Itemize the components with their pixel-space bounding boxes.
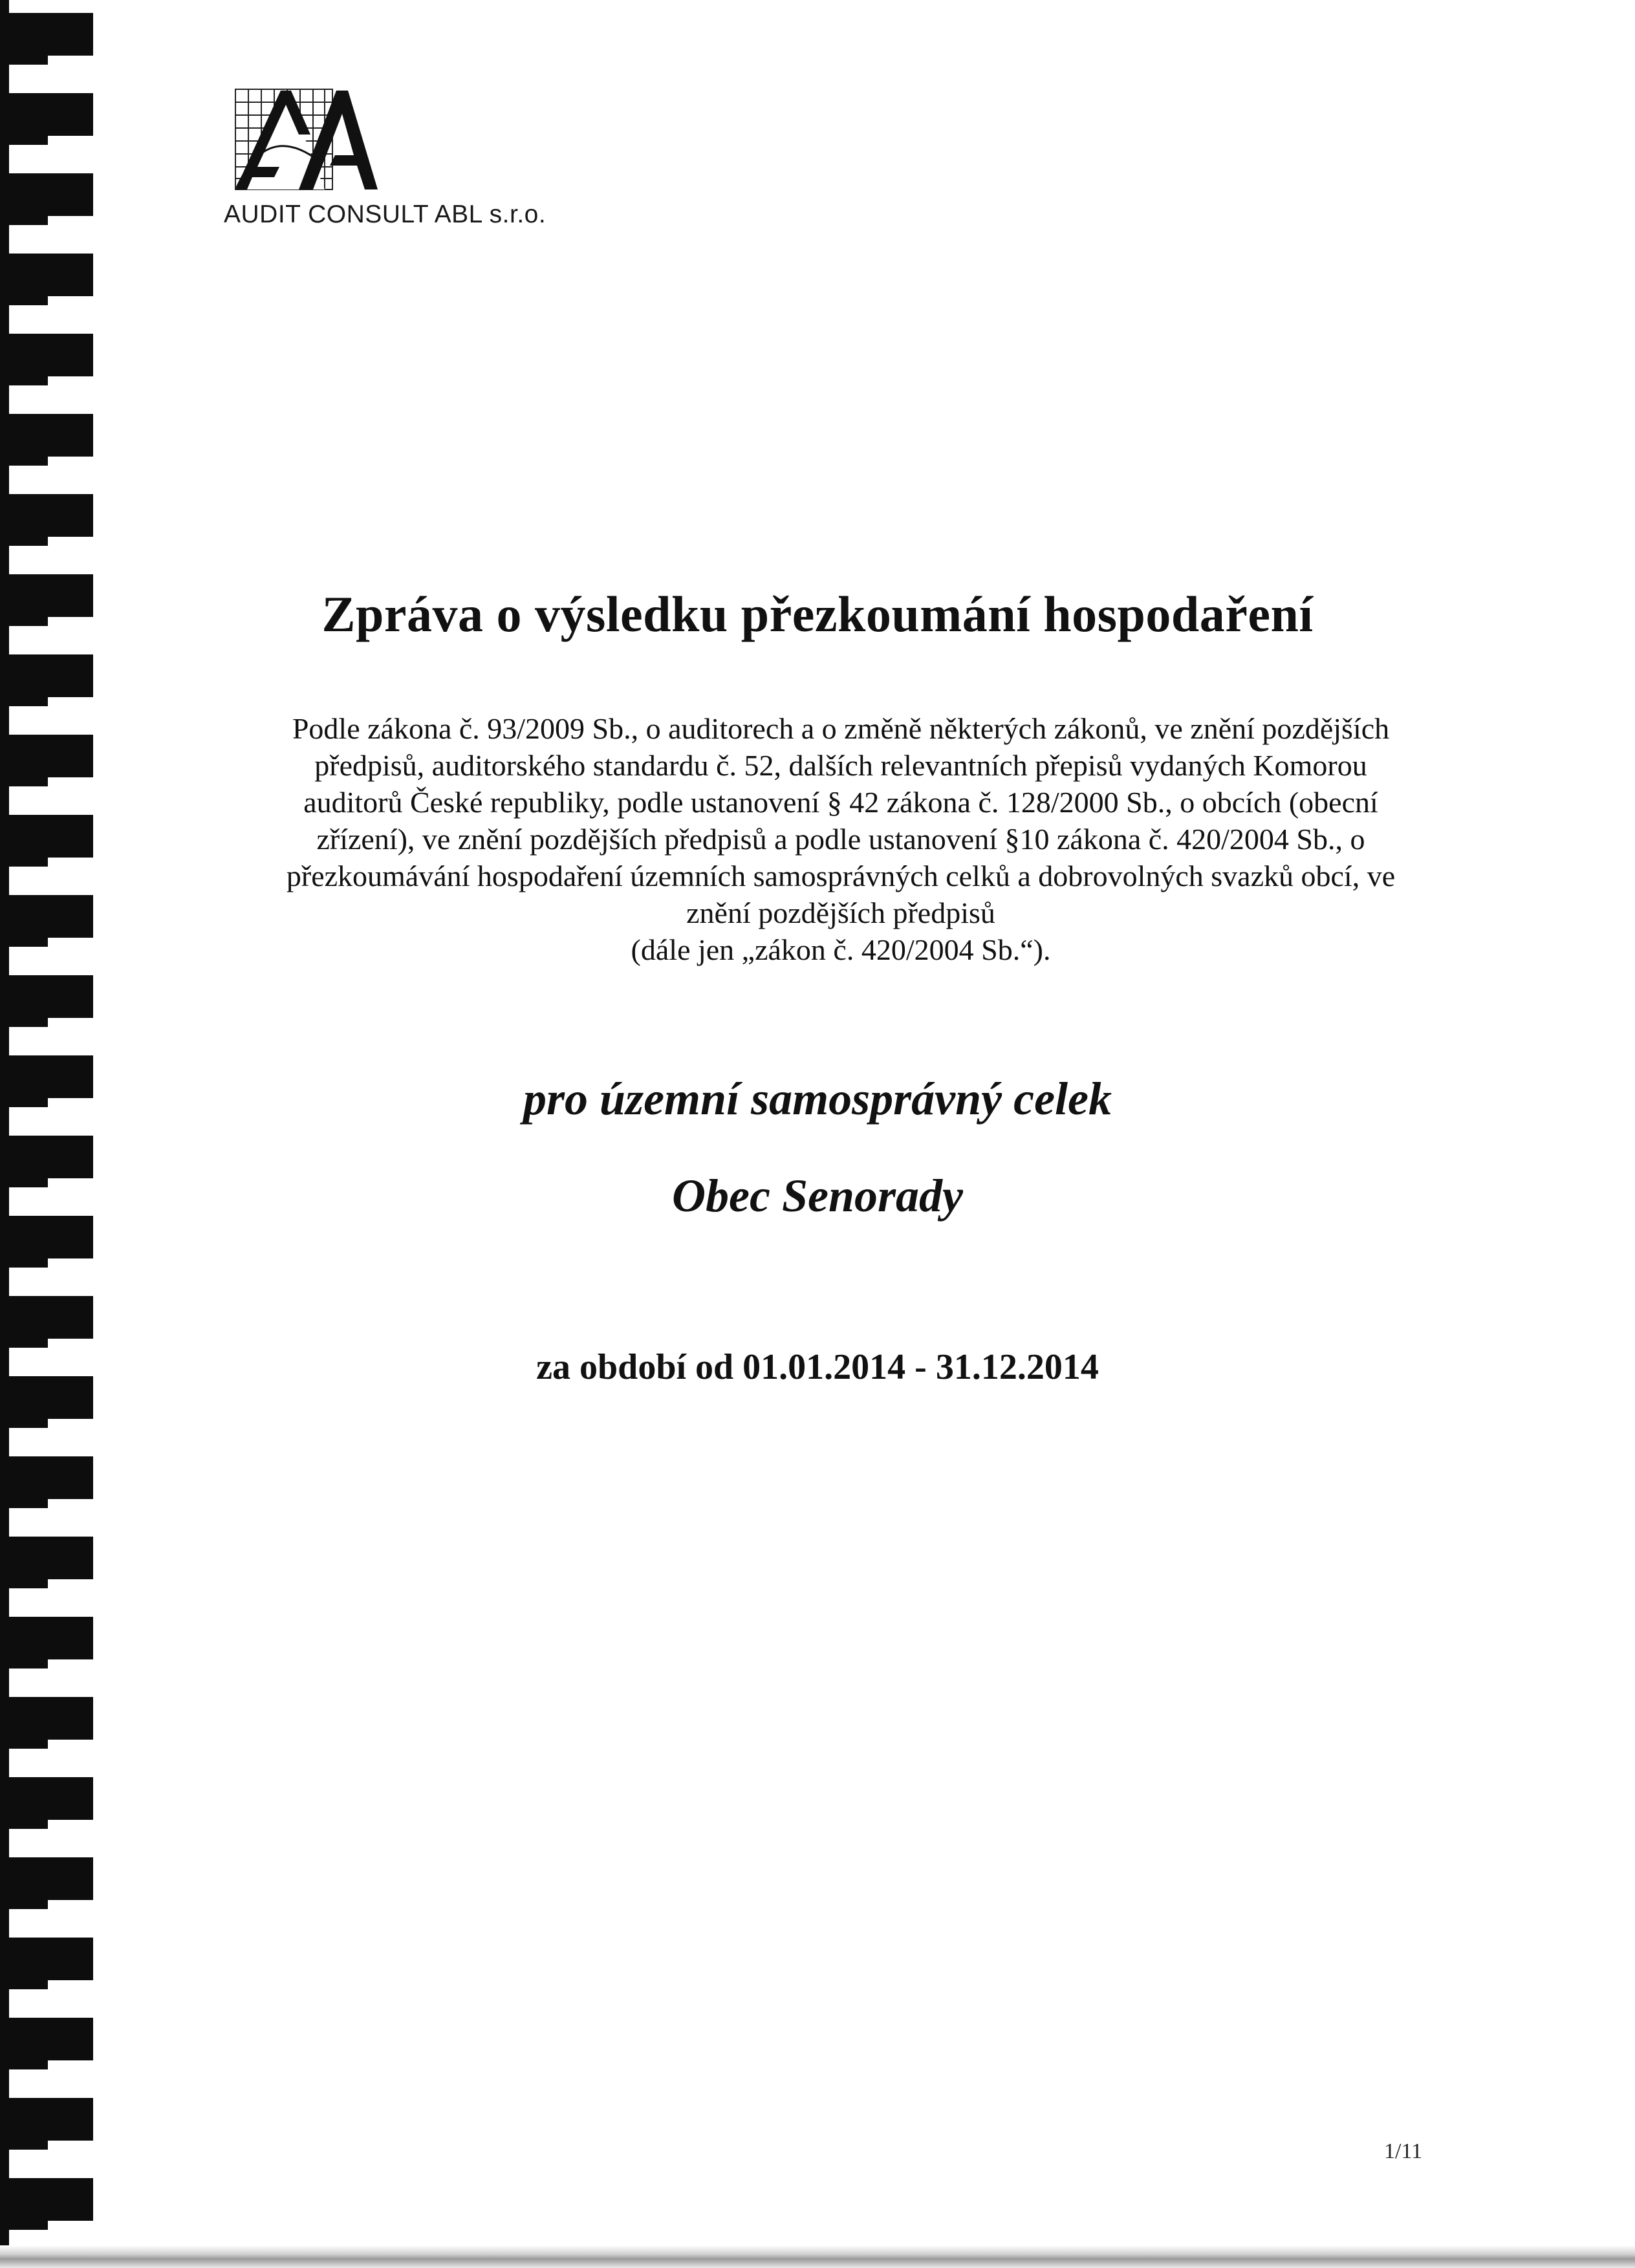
binding-hole: [9, 173, 93, 216]
legal-basis-line: přezkoumávání hospodaření územních samosprávných celků a dobrovolných svazků obcí, ve: [286, 859, 1396, 892]
binding-hole: [9, 494, 93, 537]
binding-hole: [9, 93, 93, 136]
binding-hole-lip: [9, 56, 48, 65]
company-logo: [228, 83, 383, 199]
binding-hole: [9, 1857, 93, 1900]
binding-hole-lip: [9, 1820, 48, 1829]
binding-hole: [9, 735, 93, 777]
binding-hole: [9, 815, 93, 858]
binding-hole: [9, 2018, 93, 2060]
binding-spine: [0, 0, 9, 2268]
legal-basis-paragraph: [194, 710, 1488, 968]
binding-hole-lip: [9, 2141, 48, 2150]
logo-graphic: [228, 83, 383, 199]
page-number: 1/11: [1384, 2139, 1423, 2163]
binding-hole-lip: [9, 2060, 48, 2069]
binding-hole-lip: [9, 136, 48, 145]
binding-hole-lip: [9, 216, 48, 225]
binding-hole: [9, 975, 93, 1018]
binding-hole-lip: [9, 777, 48, 786]
binding-hole-lip: [9, 376, 48, 385]
entity-name: Obec Senorady: [672, 1170, 963, 1222]
binding-hole: [9, 1938, 93, 1980]
binding-hole: [9, 1456, 93, 1499]
binding-hole: [9, 895, 93, 938]
binding-hole-lip: [9, 1258, 48, 1268]
binding-hole-lip: [9, 697, 48, 706]
binding-hole: [9, 254, 93, 296]
document-title: Zpráva o výsledku přezkoumání hospodaření: [321, 586, 1314, 642]
binding-hole-lip: [9, 1900, 48, 1909]
legal-basis-line: předpisů, auditorského standardu č. 52, dalších relevantních přepisů vydaných Komorou: [314, 749, 1367, 782]
binding-hole-lip: [9, 1579, 48, 1588]
spiral-binding: [0, 0, 123, 2268]
binding-hole-lip: [9, 537, 48, 546]
binding-hole-lip: [9, 858, 48, 867]
binding-hole-lip: [9, 1740, 48, 1749]
company-name: AUDIT CONSULT ABL s.r.o.: [224, 200, 547, 228]
binding-hole: [9, 654, 93, 697]
binding-hole: [9, 414, 93, 457]
entity-type-subtitle: pro územní samosprávný celek: [523, 1073, 1112, 1125]
binding-hole: [9, 1777, 93, 1820]
page-bottom-edge: [0, 2245, 1635, 2268]
binding-hole: [9, 2098, 93, 2141]
binding-hole-lip: [9, 457, 48, 466]
binding-hole: [9, 2178, 93, 2221]
reporting-period: za období od 01.01.2014 - 31.12.2014: [536, 1347, 1099, 1387]
binding-hole: [9, 1697, 93, 1740]
binding-hole-lip: [9, 1018, 48, 1027]
binding-hole-lip: [9, 296, 48, 305]
binding-hole-lip: [9, 938, 48, 947]
binding-hole-lip: [9, 1499, 48, 1508]
binding-hole: [9, 1617, 93, 1659]
binding-hole-lip: [9, 1980, 48, 1989]
legal-basis-line: zřízení), ve znění pozdějších předpisů a podle ustanovení §10 zákona č. 420/2004 Sb., o: [316, 823, 1365, 856]
binding-hole-lip: [9, 1659, 48, 1669]
binding-hole: [9, 13, 93, 56]
legal-basis-line: auditorů České republiky, podle ustanovení § 42 zákona č. 128/2000 Sb., o obcích (obecní: [303, 786, 1378, 819]
legal-basis-line: (dále jen „zákon č. 420/2004 Sb.“).: [631, 933, 1051, 966]
legal-basis-line: znění pozdějších předpisů: [686, 896, 995, 929]
legal-basis-line: Podle zákona č. 93/2009 Sb., o auditorech a o změně některých zákonů, ve znění pozdějších: [292, 712, 1390, 745]
binding-hole: [9, 1537, 93, 1579]
binding-hole: [9, 1296, 93, 1339]
binding-hole-lip: [9, 2221, 48, 2230]
binding-hole-lip: [9, 1419, 48, 1428]
binding-hole: [9, 334, 93, 376]
